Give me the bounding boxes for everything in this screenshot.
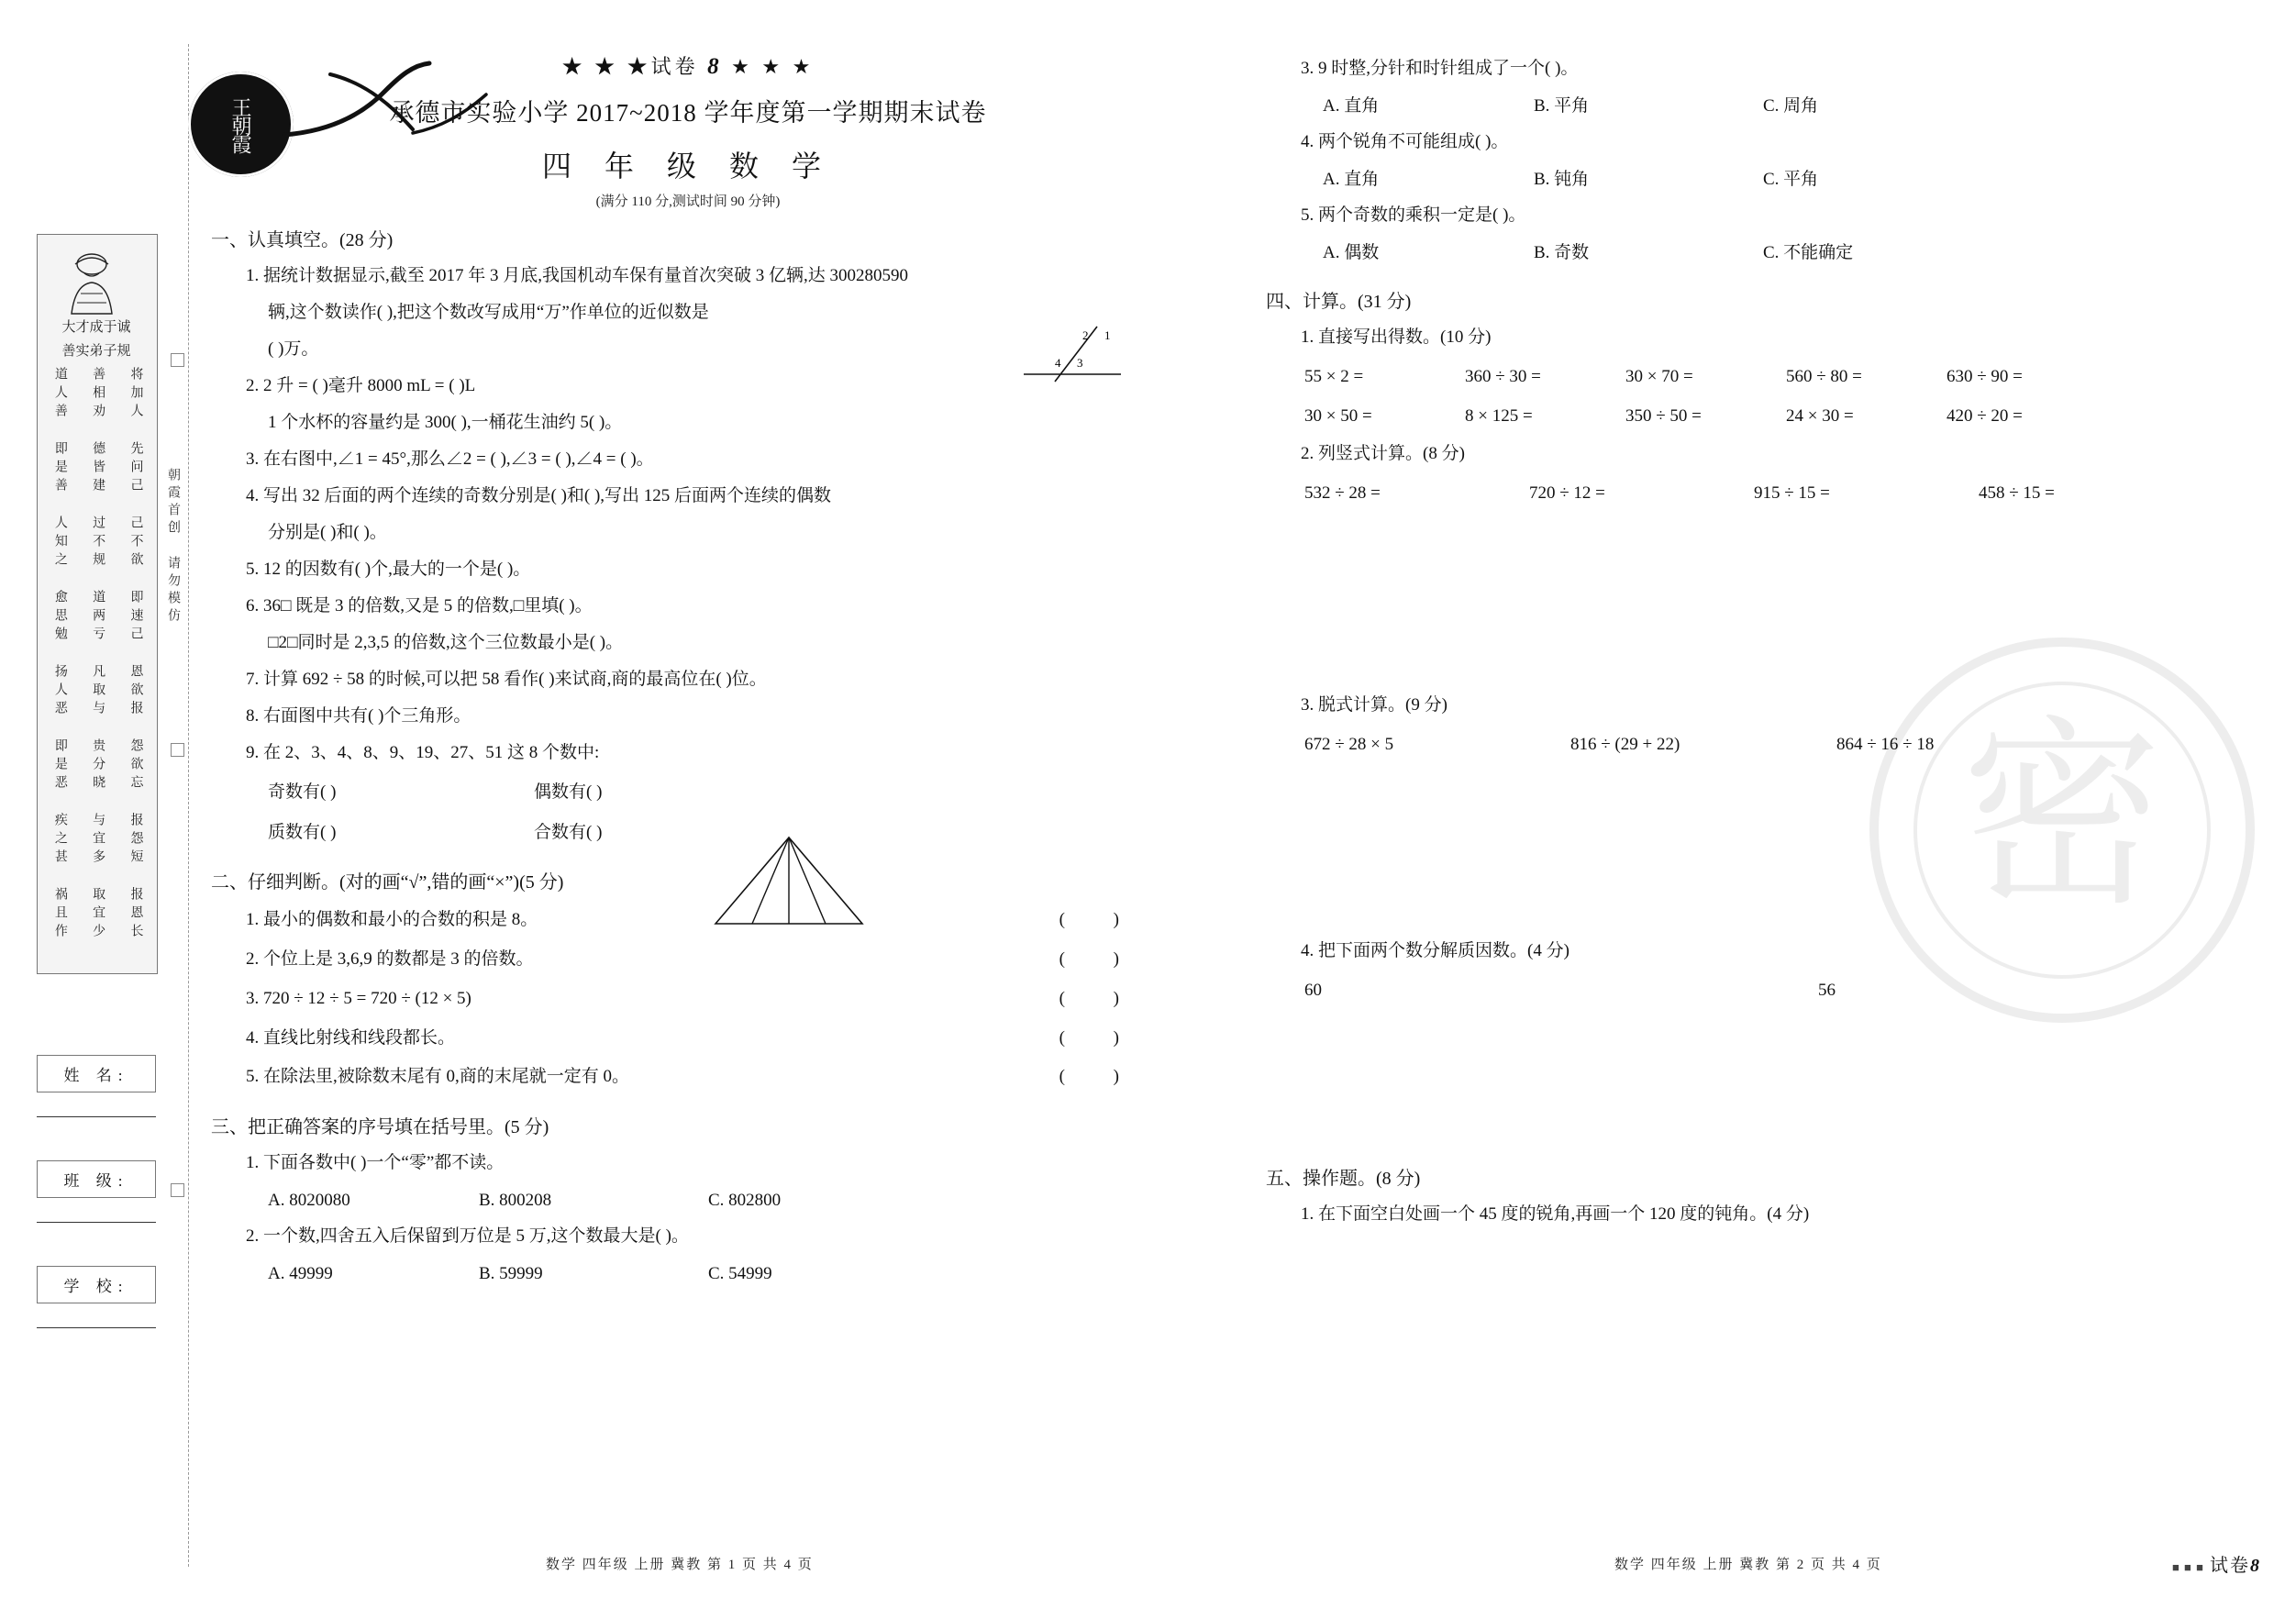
choice-b[interactable]: B. 59999: [479, 1264, 543, 1284]
anti-copy-note: 朝霞首创 请勿模仿: [166, 468, 180, 626]
question: 7. 计算 692 ÷ 58 的时候,可以把 58 看作( )来试商,商的最高位在( )位。: [246, 670, 767, 689]
calc-row: [1266, 970, 2238, 1011]
section-3-heading: 三、把正确答案的序号填在括号里。(5 分): [211, 1117, 549, 1138]
left-margin-strip: [0, 0, 193, 1597]
calc-item: 560 ÷ 80 =: [1786, 366, 1862, 386]
motto-columns: [40, 367, 154, 963]
paper-tag: [211, 51, 1165, 80]
sub-heading: 4. 把下面两个数分解质因数。(4 分): [1301, 941, 1569, 961]
corner-paper-tag: [2172, 1550, 2261, 1577]
choice-row: [211, 1256, 1165, 1292]
section-5-heading: 五、操作题。(8 分): [1266, 1169, 1421, 1190]
question: 辆,这个数读作( ),把这个数改写成用“万”作单位的近似数是: [268, 303, 709, 322]
q9-prime-blank: 质数有( ): [268, 822, 337, 842]
section-4-heading: 四、计算。(31 分): [1266, 291, 1412, 312]
section-1-heading: 一、认真填空。(28 分): [211, 230, 394, 250]
judge-text: 5. 在除法里,被除数末尾有 0,商的末尾就一定有 0。: [246, 1067, 630, 1087]
margin-mark-icon: [171, 1183, 184, 1197]
question: 分别是( )和( )。: [268, 523, 387, 542]
question: 2. 一个数,四舍五入后保留到万位是 5 万,这个数最大是( )。: [246, 1226, 689, 1247]
paper-tag-number: 8: [707, 54, 723, 79]
question: 3. 9 时整,分针和时针组成了一个( )。: [1301, 59, 1579, 78]
q9-row-2: [211, 813, 1165, 853]
calc-item: 864 ÷ 16 ÷ 18: [1836, 734, 1935, 754]
question: 4. 写出 32 后面的两个连续的奇数分别是( )和( ),写出 125 后面两个连续的偶数: [246, 486, 832, 505]
footer-right: 数学 四年级 上册 冀教 第 2 页 共 4 页: [1614, 1558, 1882, 1572]
question: 5. 两个奇数的乘积一定是( )。: [1301, 205, 1526, 225]
triangle-count-figure: [706, 830, 871, 931]
choice-c[interactable]: C. 54999: [708, 1264, 772, 1284]
judge-item: [211, 1058, 1165, 1097]
judge-answer-paren[interactable]: ( ): [1059, 1067, 1141, 1087]
calc-item: 458 ÷ 15 =: [1979, 483, 2055, 504]
choice-a[interactable]: A. 偶数: [1323, 242, 1380, 262]
sub-heading: 2. 列竖式计算。(8 分): [1301, 444, 1465, 464]
judge-text: 1. 最小的偶数和最小的合数的积是 8。: [246, 910, 538, 930]
page-left-column: [211, 51, 1165, 1292]
calc-item: 24 × 30 =: [1786, 406, 1854, 427]
footer-left: 数学 四年级 上册 冀教 第 1 页 共 4 页: [546, 1558, 814, 1572]
question: 9. 在 2、3、4、8、9、19、27、51 这 8 个数中:: [246, 743, 600, 762]
class-field[interactable]: [37, 1160, 156, 1223]
q9-row-1: [211, 772, 1165, 813]
choice-a[interactable]: A. 49999: [268, 1264, 333, 1284]
calc-item: 350 ÷ 50 =: [1625, 406, 1702, 427]
svg-text:4: 4: [1055, 356, 1061, 370]
choice-c[interactable]: C. 802800: [708, 1191, 782, 1211]
svg-text:3: 3: [1077, 356, 1083, 370]
name-label: 姓 名:: [37, 1055, 156, 1092]
choice-row: [1266, 88, 2238, 125]
judge-answer-paren[interactable]: ( ): [1059, 910, 1141, 930]
calc-item: 55 × 2 =: [1304, 366, 1364, 386]
choice-a[interactable]: A. 直角: [1323, 169, 1380, 189]
calc-row: [1266, 357, 2238, 397]
choice-b[interactable]: B. 奇数: [1534, 242, 1590, 262]
question: 1. 下面各数中( )一个“零”都不读。: [246, 1153, 505, 1173]
class-input-line[interactable]: [37, 1198, 156, 1223]
corner-dots: ■ ■ ■: [2171, 1560, 2204, 1574]
margin-mark-icon: [171, 743, 184, 757]
sub-heading: 1. 直接写出得数。(10 分): [1301, 327, 1492, 347]
calc-item: 420 ÷ 20 =: [1947, 406, 2023, 427]
calc-item: 360 ÷ 30 =: [1465, 366, 1541, 386]
choice-b[interactable]: B. 平角: [1534, 96, 1590, 116]
scholar-figure-icon: [48, 246, 136, 317]
school-input-line[interactable]: [37, 1303, 156, 1328]
class-label: 班 级:: [37, 1160, 156, 1198]
choice-row: [211, 1182, 1165, 1219]
svg-text:1: 1: [1104, 328, 1111, 342]
choice-c[interactable]: C. 平角: [1763, 169, 1819, 189]
question: 3. 在右图中,∠1 = 45°,那么∠2 = ( ),∠3 = ( ),∠4 = ( )。: [246, 449, 654, 469]
work-area[interactable]: [1266, 1011, 2238, 1148]
q9-odd-blank: 奇数有( ): [268, 782, 337, 802]
margin-mark-icon: [171, 353, 184, 367]
choice-a[interactable]: A. 直角: [1323, 96, 1380, 116]
calc-item: 720 ÷ 12 =: [1529, 483, 1605, 504]
motto-column: 善相劝 德皆建 过不规 道两亏 凡取与 贵分晓 与宜多 取宜少: [91, 367, 105, 942]
svg-text:密: 密: [1960, 705, 2164, 929]
judge-answer-paren[interactable]: ( ): [1059, 949, 1141, 970]
judge-answer-paren[interactable]: ( ): [1059, 1027, 1141, 1048]
svg-text:2: 2: [1082, 328, 1089, 342]
paper-tag-prefix: ★ ★ ★试卷: [561, 55, 699, 78]
calc-item: 8 × 125 =: [1465, 406, 1533, 427]
school-label: 学 校:: [37, 1266, 156, 1303]
name-input-line[interactable]: [37, 1092, 156, 1117]
question: 1. 在下面空白处画一个 45 度的锐角,再画一个 120 度的钝角。(4 分): [1301, 1204, 1810, 1225]
judge-text: 3. 720 ÷ 12 ÷ 5 = 720 ÷ (12 × 5): [246, 988, 471, 1008]
exam-note: (满分 110 分,测试时间 90 分钟): [595, 194, 781, 209]
work-area[interactable]: [1266, 514, 2238, 688]
section-2-heading: 二、仔细判断。(对的画“√”,错的画“×”)(5 分): [211, 872, 564, 893]
motto-column: 道人善 即是善 人知之 愈思勉 扬人恶 即是恶 疾之甚 祸且作: [52, 367, 67, 942]
question: 1 个水杯的容量约是 300( ),一桶花生油约 5( )。: [268, 413, 623, 432]
corner-number: 8: [2250, 1556, 2261, 1576]
judge-item: [211, 940, 1165, 980]
motto-column: 将加人 先问己 己不欲 即速己 恩欲报 怨欲忘 报怨短 报恩长: [128, 367, 143, 942]
calc-item: 30 × 70 =: [1625, 366, 1693, 386]
motto-title: 大才成于诚 善实弟子规: [61, 320, 131, 359]
calc-row: [1266, 396, 2238, 437]
choice-c[interactable]: C. 周角: [1763, 96, 1819, 116]
q9-composite-blank: 合数有( ): [534, 822, 603, 842]
question: 5. 12 的因数有( )个,最大的一个是( )。: [246, 560, 531, 579]
question: ( )万。: [268, 339, 319, 359]
judge-text: 4. 直线比射线和线段都长。: [246, 1027, 456, 1048]
calc-item: 60: [1304, 981, 1322, 1001]
judge-answer-paren[interactable]: ( ): [1059, 988, 1141, 1008]
judge-text: 2. 个位上是 3,6,9 的数都是 3 的倍数。: [246, 949, 534, 970]
page-right-column: [1266, 51, 2238, 1234]
paper-tag-suffix: ★ ★ ★: [731, 55, 815, 78]
sub-heading: 3. 脱式计算。(9 分): [1301, 694, 1447, 715]
calc-item: 30 × 50 =: [1304, 406, 1372, 427]
angle-figure: [1018, 321, 1128, 385]
name-field[interactable]: [37, 1055, 156, 1117]
question: 1. 据统计数据显示,截至 2017 年 3 月底,我国机动车保有量首次突破 3 亿辆,达 300280590: [246, 266, 909, 285]
calc-item: 816 ÷ (29 + 22): [1570, 734, 1680, 754]
question: □2□同时是 2,3,5 的倍数,这个三位数最小是( )。: [268, 633, 624, 652]
school-field[interactable]: [37, 1266, 156, 1328]
judge-item: [211, 901, 1165, 940]
q9-even-blank: 偶数有( ): [534, 782, 603, 802]
choice-a[interactable]: A. 8020080: [268, 1191, 350, 1211]
subject-title: 四 年 级 数 学: [541, 150, 834, 183]
question: 2. 2 升 = ( )毫升 8000 mL = ( )L: [246, 376, 476, 395]
work-area[interactable]: [1266, 764, 2238, 934]
calc-item: 56: [1818, 981, 1836, 1001]
page-title: 承德市实验小学 2017~2018 学年度第一学期期末试卷: [389, 99, 987, 127]
question: 6. 36□ 既是 3 的倍数,又是 5 的倍数,□里填( )。: [246, 596, 593, 616]
judge-item: [211, 980, 1165, 1019]
choice-b[interactable]: B. 800208: [479, 1191, 552, 1211]
choice-row: [1266, 161, 2238, 198]
judge-item: [211, 1019, 1165, 1059]
brand-seal-text: 王朝霞: [229, 96, 253, 152]
choice-row: [1266, 235, 2238, 272]
choice-c[interactable]: C. 不能确定: [1763, 242, 1854, 262]
corner-label: 试卷: [2210, 1556, 2250, 1576]
choice-b[interactable]: B. 钝角: [1534, 169, 1590, 189]
calc-row: [1266, 725, 2238, 765]
calc-item: 672 ÷ 28 × 5: [1304, 734, 1394, 754]
calc-item: 915 ÷ 15 =: [1754, 483, 1830, 504]
calc-row: [1266, 473, 2238, 514]
question: 4. 两个锐角不可能组成( )。: [1301, 131, 1509, 151]
calc-item: 532 ÷ 28 =: [1304, 483, 1381, 504]
question: 8. 右面图中共有( )个三角形。: [246, 706, 471, 726]
calc-item: 630 ÷ 90 =: [1947, 366, 2023, 386]
